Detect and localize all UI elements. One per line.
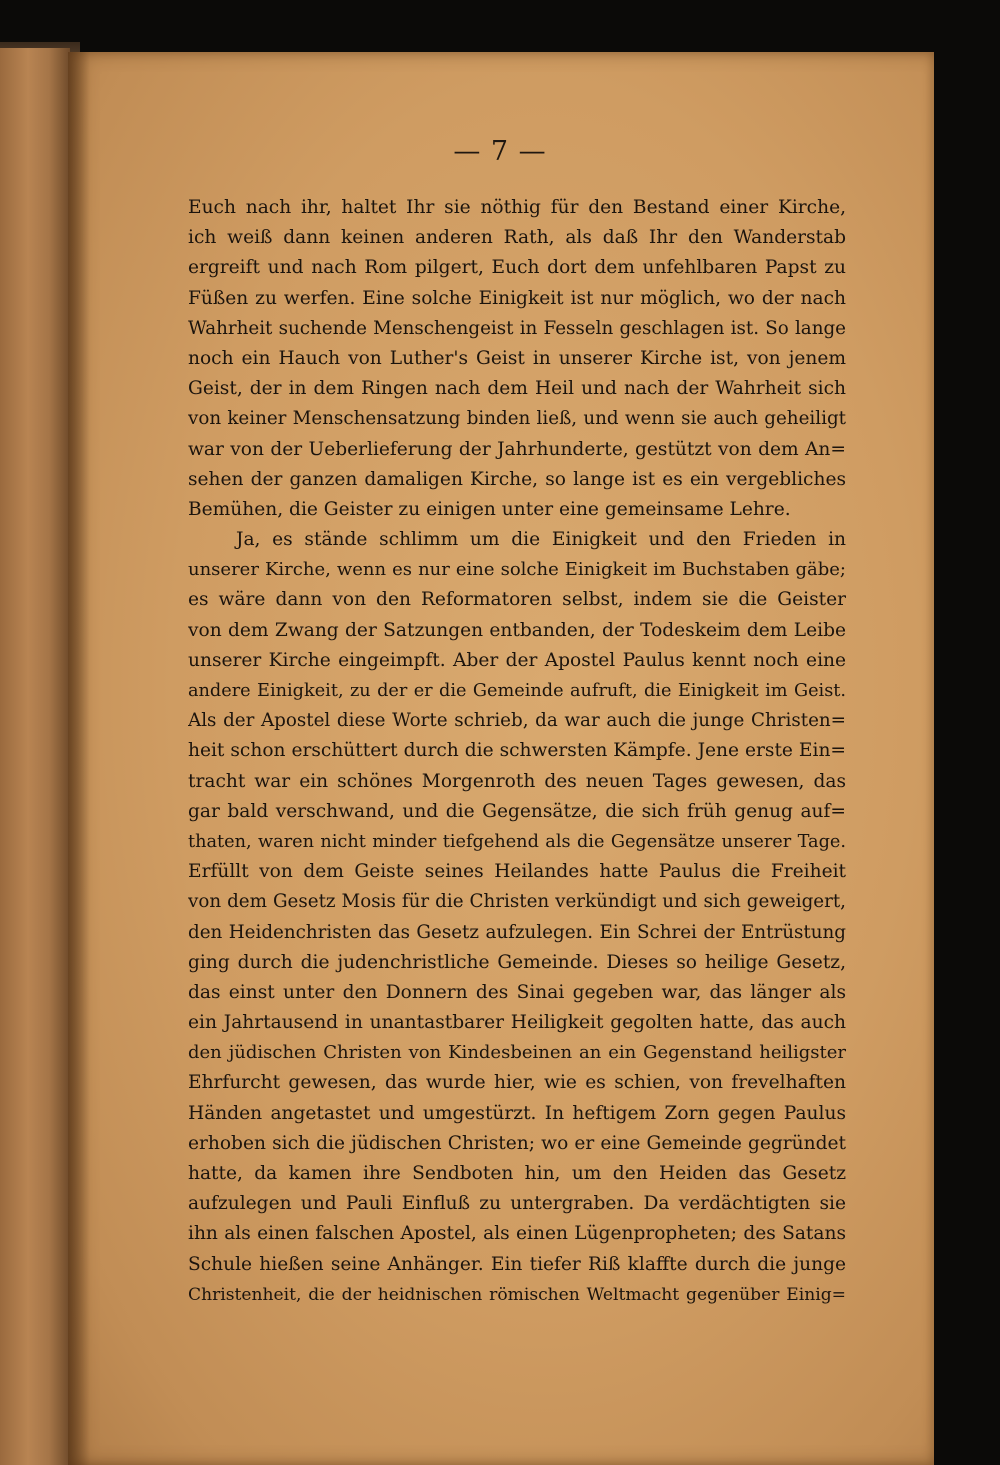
text-line: es wäre dann von den Reformatoren selbst, indem sie die Geister	[188, 589, 846, 611]
text-line: den jüdischen Christen von Kindesbeinen an ein Gegenstand heiligster	[188, 1042, 846, 1064]
text-line: ergreift und nach Rom pilgert, Euch dort dem unfehlbaren Papst zu	[188, 257, 846, 279]
text-line: das einst unter den Donnern des Sinai gegeben war, das länger als	[188, 981, 846, 1003]
text-line: war von der Ueberlieferung der Jahrhunderte, gestützt von dem An=	[188, 438, 846, 460]
text-line: Ja, es stände schlimm um die Einigkeit und den Frieden in	[236, 529, 846, 551]
text-line: hatte, da kamen ihre Sendboten hin, um den Heiden das Gesetz	[188, 1163, 846, 1184]
text-line: unserer Kirche eingeimpft. Aber der Apostel Paulus kennt noch eine	[188, 649, 846, 671]
book-spine	[0, 48, 70, 1465]
text-line: ein Jahrtausend in unantastbarer Heiligkeit gegolten hatte, das auch	[188, 1012, 846, 1034]
text-line: andere Einigkeit, zu der er die Gemeinde aufruft, die Einigkeit im Geist.	[188, 681, 846, 701]
text-line: noch ein Hauch von Luther's Geist in unserer Kirche ist, von jenem	[188, 347, 846, 369]
text-line: von dem Gesetz Mosis für die Christen verkündigt und sich geweigert,	[188, 891, 846, 913]
text-line: unserer Kirche, wenn es nur eine solche Einigkeit im Buchstaben gäbe;	[188, 559, 846, 581]
text-line: von keiner Menschensatzung binden ließ, und wenn sie auch geheiligt	[188, 408, 846, 430]
text-line: den Heidenchristen das Gesetz aufzulegen. Ein Schrei der Entrüstung	[188, 921, 846, 943]
scan-background-right	[934, 0, 1000, 1465]
text-line: Erfüllt von dem Geiste seines Heilandes hatte Paulus die Freiheit	[188, 861, 846, 883]
text-line: sehen der ganzen damaligen Kirche, so lange ist es ein vergebliches	[188, 468, 846, 490]
text-line: Ehrfurcht gewesen, das wurde hier, wie es schien, von frevelhaften	[188, 1072, 846, 1094]
text-line: heit schon erschüttert durch die schwersten Kämpfe. Jene erste Ein=	[188, 740, 846, 762]
text-line: tracht war ein schönes Morgenroth des neuen Tages gewesen, das	[188, 770, 846, 792]
text-line: ihn als einen falschen Apostel, als einen Lügenpropheten; des Satans	[188, 1223, 846, 1245]
text-line: Schule hießen seine Anhänger. Ein tiefer Riß klaffte durch die junge	[188, 1253, 846, 1275]
page-gutter-shadow	[68, 52, 90, 1465]
text-line: thaten, waren nicht minder tiefgehend als die Gegensätze unserer Tage.	[188, 831, 846, 852]
text-line: ich weiß dann keinen anderen Rath, als daß Ihr den Wanderstab	[188, 227, 846, 249]
text-line: ging durch die judenchristliche Gemeinde. Dieses so heilige Gesetz,	[188, 951, 846, 973]
text-line: gar bald verschwand, und die Gegensätze, die sich früh genug auf=	[188, 800, 846, 822]
text-line: erhoben sich die jüdischen Christen; wo er eine Gemeinde gegründet	[188, 1132, 846, 1154]
text-line: Geist, der in dem Ringen nach dem Heil und nach der Wahrheit sich	[188, 378, 846, 400]
text-line: Händen angetastet und umgestürzt. In heftigem Zorn gegen Paulus	[188, 1102, 846, 1124]
text-line: Wahrheit suchende Menschengeist in Fesseln geschlagen ist. So lange	[188, 317, 846, 339]
text-line: Bemühen, die Geister zu einigen unter eine gemeinsame Lehre.	[188, 498, 791, 520]
text-line: Füßen zu werfen. Eine solche Einigkeit ist nur möglich, wo der nach	[188, 287, 846, 309]
text-line: Euch nach ihr, haltet Ihr sie nöthig für den Bestand einer Kirche,	[188, 197, 846, 218]
text-line: aufzulegen und Pauli Einfluß zu untergraben. Da verdächtigten sie	[188, 1193, 846, 1215]
body-text	[188, 193, 846, 1310]
text-line: von dem Zwang der Satzungen entbanden, der Todeskeim dem Leibe	[188, 619, 846, 641]
text-line: Christenheit, die der heidnischen römischen Weltmacht gegenüber Einig=	[188, 1284, 846, 1305]
page-number: — 7 —	[453, 136, 547, 167]
text-line: Als der Apostel diese Worte schrieb, da war auch die junge Christen=	[188, 710, 846, 732]
